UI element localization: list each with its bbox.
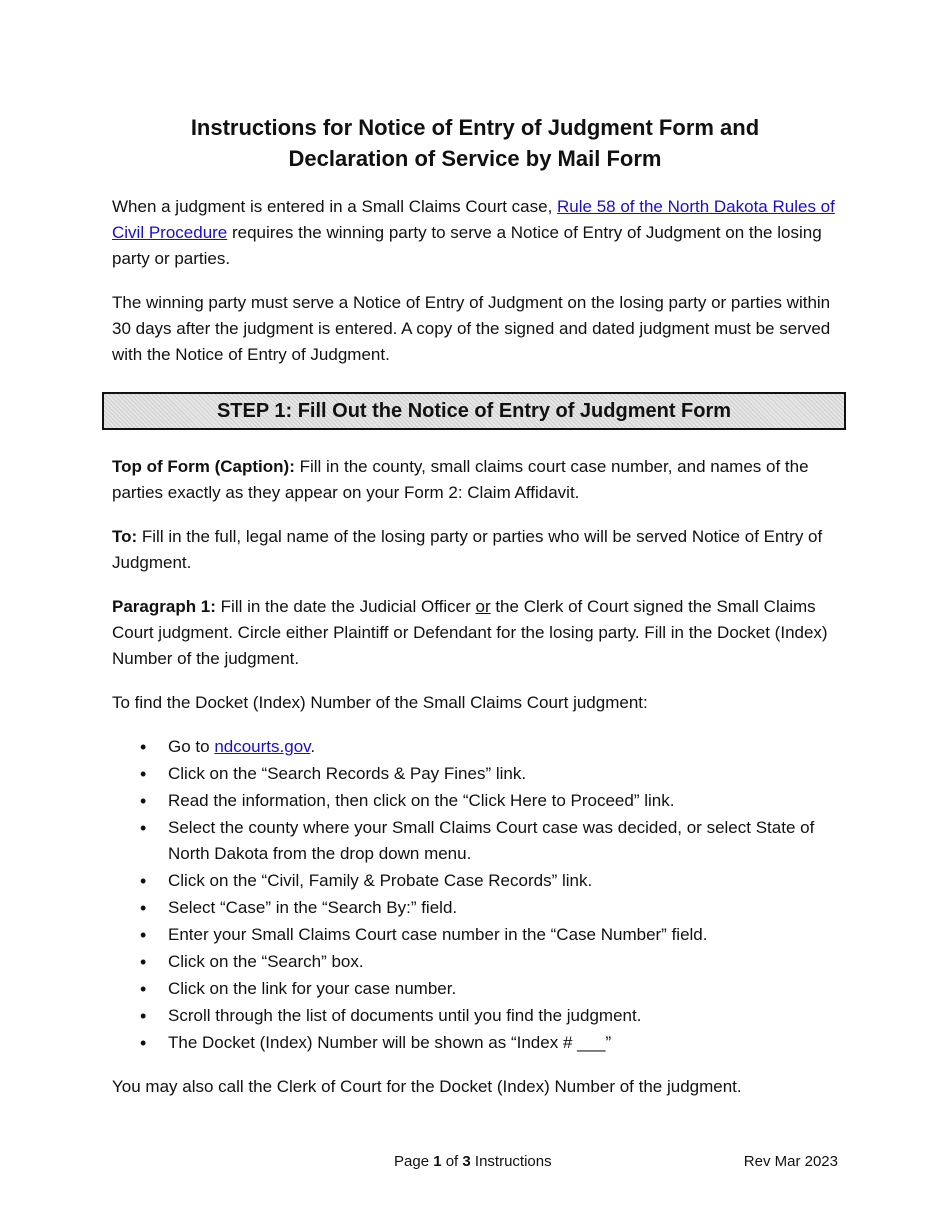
or-emphasis: or [475, 597, 491, 616]
paragraph-1-instructions [112, 594, 838, 672]
intro-text-end: requires the winning party to serve a Notice of Entry of Judgment on the losing party or parties. [112, 223, 822, 268]
paragraph-1-text-end: the Clerk of Court signed the Small Claims Court judgment. Circle either Plaintiff or Defendant for the losing party. Fill in the Docket (Index) Number of the judgment. [112, 597, 828, 668]
list-item: • Click on the link for your case number. [112, 976, 838, 1002]
page-number [394, 1152, 552, 1172]
page-content [112, 112, 838, 1118]
title-line-1: Instructions for Notice of Entry of Judgment Form and [190, 115, 760, 140]
to-label: To: [112, 527, 138, 546]
to-instructions [112, 524, 838, 576]
list-item: • The Docket (Index) Number will be shown as “Index # ___” [112, 1030, 838, 1056]
to-text: Fill in the full, legal name of the losing party or parties who will be served Notice of Entry of Judgment. [112, 527, 823, 572]
intro-paragraph-1 [112, 194, 838, 272]
caption-text: Fill in the county, small claims court case number, and names of the parties exactly as they appear on your Form 2: Claim Affidavit. [112, 457, 809, 502]
rule-58-link[interactable]: Rule 58 of the North Dakota Rules of Civil Procedure [112, 197, 835, 242]
current-page: 1 [433, 1153, 442, 1170]
caption-instructions [112, 454, 838, 506]
closing-paragraph: You may also call the Clerk of Court for the Docket (Index) Number of the judgment. [112, 1077, 742, 1096]
intro-paragraph-2: The winning party must serve a Notice of Entry of Judgment on the losing party or parties within 30 days after the judgment is entered. A copy of the signed and dated judgment must be served with the Notice of Entry of Judgment. [112, 293, 831, 364]
page-word: Page [394, 1153, 434, 1170]
revision-date: Rev Mar 2023 [743, 1153, 838, 1170]
list-item: • Click on the “Search” box. [112, 949, 838, 975]
list-item: • Enter your Small Claims Court case number in the “Case Number” field. [112, 922, 838, 948]
list-item: • Select “Case” in the “Search By:” field. [112, 895, 838, 921]
list-item: • Click on the “Civil, Family & Probate Case Records” link. [112, 868, 838, 894]
caption-label: Top of Form (Caption): [112, 457, 295, 476]
document-title [112, 112, 838, 174]
step-1-heading: STEP 1: Fill Out the Notice of Entry of Judgment Form [216, 400, 732, 422]
list-item: • Select the county where your Small Claims Court case was decided, or select State of North Dakota from the drop down menu. [112, 815, 838, 867]
docket-lookup-steps [112, 734, 838, 1056]
goto-text: Go to [168, 737, 215, 756]
list-item: • Scroll through the list of documents until you find the judgment. [112, 1003, 838, 1029]
list-item: • Click on the “Search Records & Pay Fines” link. [112, 761, 838, 787]
list-item: • Read the information, then click on the “Click Here to Proceed” link. [112, 788, 838, 814]
intro-text-start: When a judgment is entered in a Small Claims Court case, [112, 197, 558, 216]
list-item [112, 734, 838, 760]
page-footer [0, 1152, 950, 1176]
title-line-2: Declaration of Service by Mail Form [288, 146, 662, 171]
step-1-banner [102, 392, 846, 430]
of-word: of [441, 1153, 463, 1170]
find-docket-intro: To find the Docket (Index) Number of the Small Claims Court judgment: [112, 693, 648, 712]
ndcourts-link[interactable]: ndcourts.gov [214, 737, 311, 756]
page-suffix: Instructions [470, 1153, 552, 1170]
paragraph-1-text-start: Fill in the date the Judicial Officer [215, 597, 476, 616]
total-pages: 3 [462, 1153, 471, 1170]
paragraph-1-label: Paragraph 1: [112, 597, 216, 616]
goto-period: . [310, 737, 316, 756]
